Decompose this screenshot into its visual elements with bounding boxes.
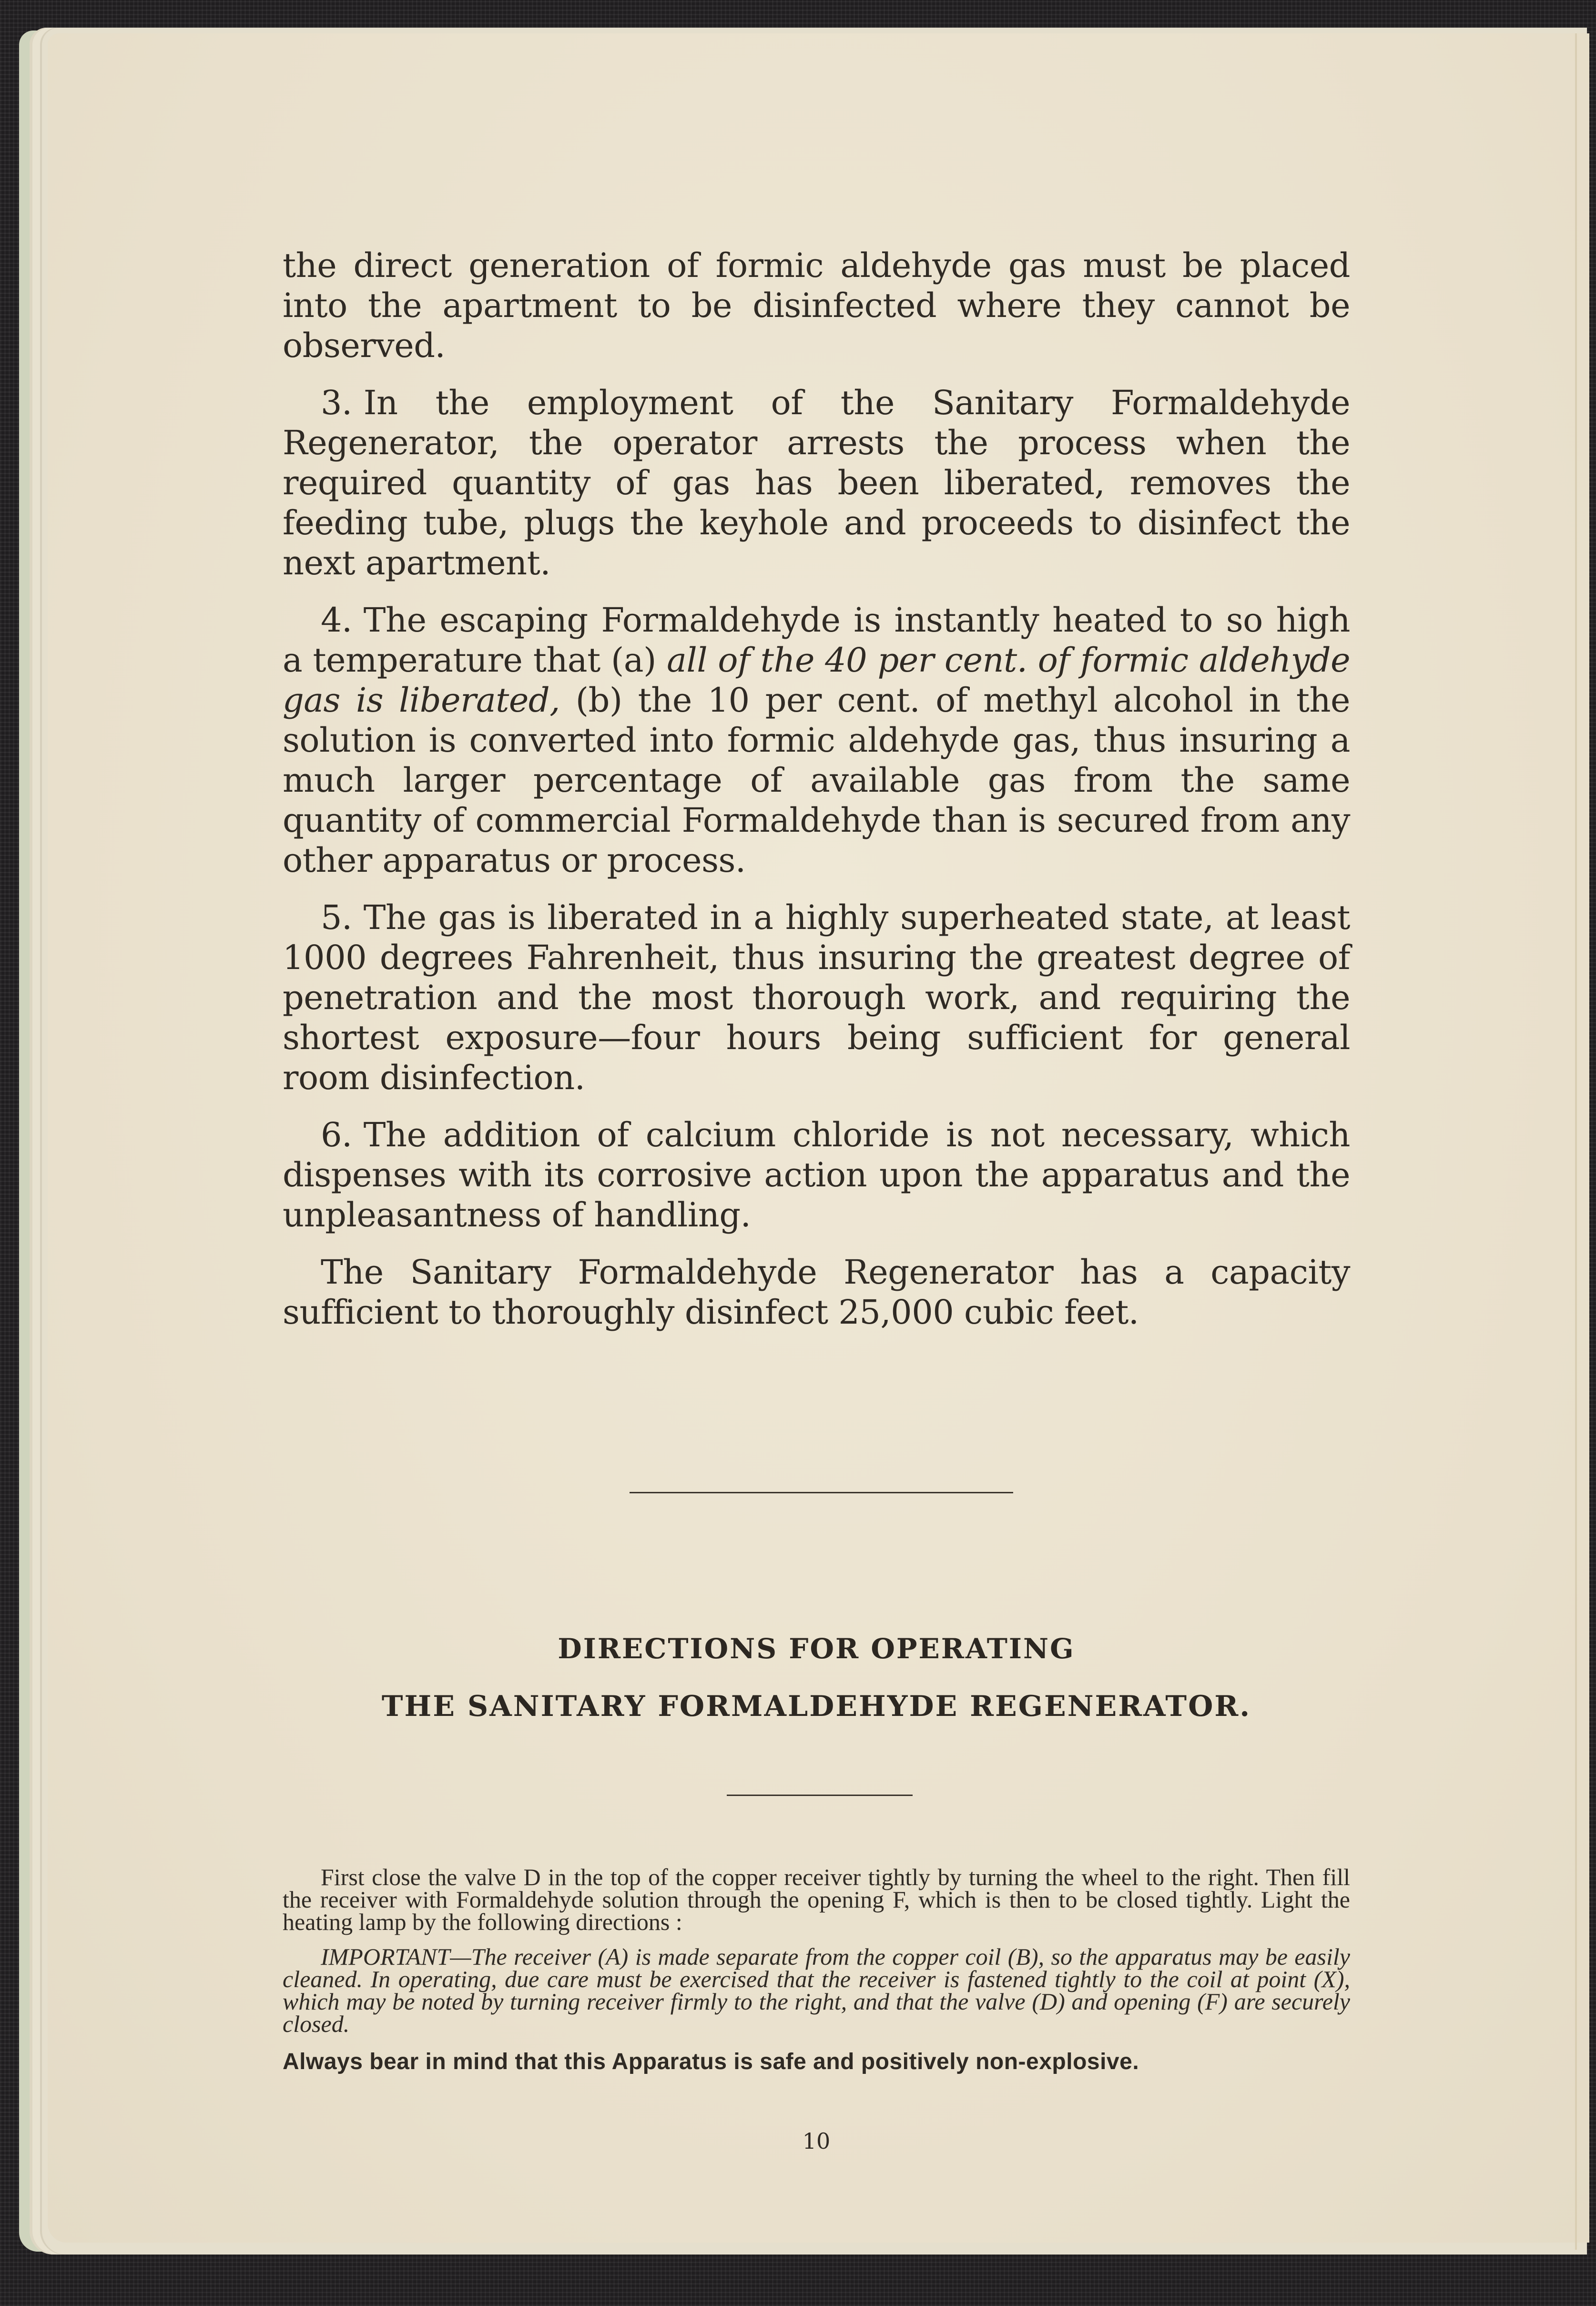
item-text: In the employment of the Sanitary Formaldehyde Regenerator, the operator arrests the process when the required quantity of gas has been liberated, removes the feeding tube, plugs the keyhole and proceeds to disinfect the next apartment. [283,383,1350,582]
item-text: The addition of calcium chloride is not necessary, which dispenses with its corrosive action upon the apparatus and the unpleasantness of handling. [283,1115,1350,1235]
heading-underline-rule [727,1795,913,1796]
item-text: The gas is liberated in a highly superheated state, at least 1000 degrees Fahrenheit, thus insuring the greatest degree of penetration and the most thorough work, and requiring the shortest exposure—four hours being sufficient for general room disinfection. [283,898,1350,1097]
safety-note: Always bear in mind that this Apparatus is safe and positively non-explosive. [283,2049,1139,2074]
directions-paragraph: First close the valve D in the top of the copper receiver tightly by turning the wheel to the right. Then fill the receiver with Formaldehyde solution through the opening F, which is then to be closed tightly. Light the heating lamp by the following directions : [283,1864,1350,1935]
page-number: 10 [802,2128,831,2154]
page-gutter-fold [1575,33,1577,2250]
item-label-a: (a) [611,641,656,680]
opening-paragraph: the direct generation of formic aldehyde gas must be placed into the apartment to be disinfected where they cannot be observed. [283,246,1350,365]
item-text-after: the 10 per cent. of methyl alcohol in the solution is converted into formic aldehyde gas, thus insuring a much larger percentage of available gas from the same quantity of commercial Formaldehyde than is secured from any other apparatus or process. [283,681,1350,880]
directions-heading-line-2: THE SANITARY FORMALDEHYDE REGENERATOR. [381,1690,1251,1723]
numbered-item-4 [283,600,1350,880]
numbered-item-6 [283,1115,1350,1235]
item-number: 3. [321,383,352,422]
numbered-item-3 [283,383,1350,583]
section-divider-rule [630,1492,1013,1493]
item-text-before: The escaping Formaldehyde is instantly heated to so high a temperature that [283,601,1350,680]
directions-block [283,1866,1350,2075]
numbered-item-5 [283,898,1350,1098]
item-label-b: (b) [559,681,622,720]
item-italic-a: all of the 40 per cent. of formic aldehyde gas is liberated, [283,641,1351,720]
item-number: 4. [321,601,352,640]
important-paragraph: IMPORTANT—The receiver (A) is made separate from the copper coil (B), so the apparatus may be easily cleaned. In operating, due care must be exercised that the receiver is fastened tightly to the coil at point (X), which may be noted by turning receiver firmly to the right, and that the valve (D) and opening (F) are securely closed. [283,1943,1350,2037]
main-text-column [283,245,1350,1349]
capacity-paragraph: The Sanitary Formaldehyde Regenerator has a capacity sufficient to thoroughly disinfect 25,000 cubic feet. [283,1253,1350,1332]
item-number: 6. [321,1115,352,1154]
directions-heading-line-1: DIRECTIONS FOR OPERATING [558,1633,1075,1665]
item-number: 5. [321,898,352,937]
